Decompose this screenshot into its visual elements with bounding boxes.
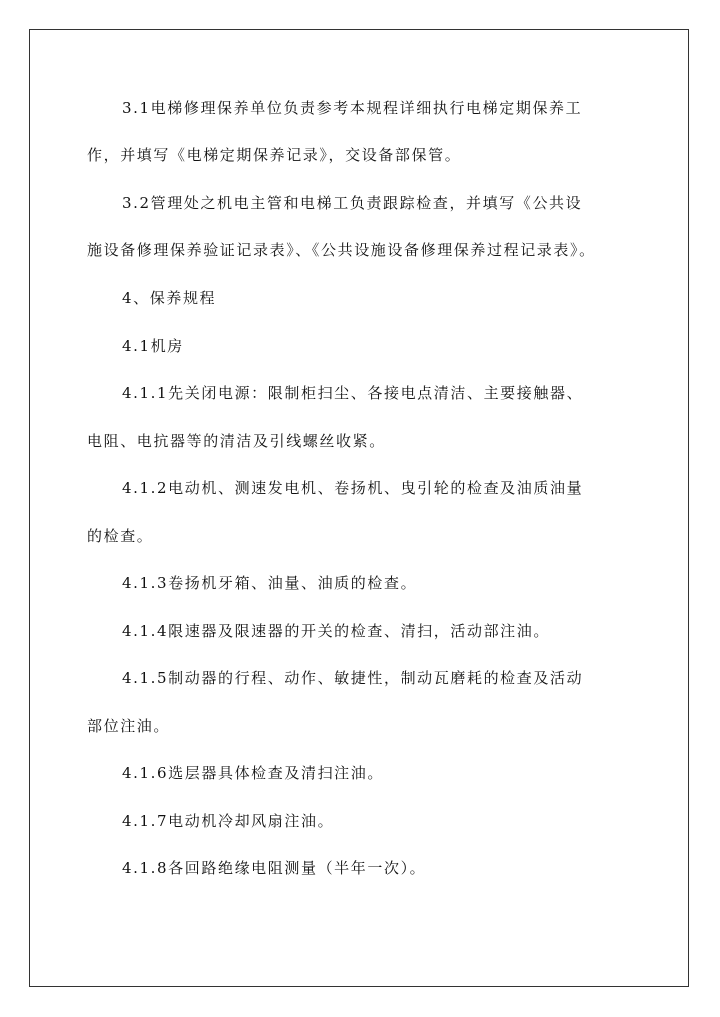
item-4-1-1-line-1: 4.1.1先关闭电源：限制柜扫尘、各接电点清洁、主要接触器、 [122,384,584,402]
paragraph-3-2-line-2: 施设备修理保养验证记录表》、《公共设施设备修理保养过程记录表》。 [87,241,596,259]
section-4-heading: 4、保养规程 [122,289,217,307]
item-4-1-2-line-1: 4.1.2电动机、测速发电机、卷扬机、曳引轮的检查及油质油量 [122,479,584,497]
item-4-1-1-line-2: 电阻、电抗器等的清洁及引线螺丝收紧。 [87,432,386,450]
item-4-1-5-line-2: 部位注油。 [87,717,171,735]
section-4-1-heading: 4.1机房 [122,337,184,355]
item-4-1-2-line-2: 的检查。 [87,527,154,545]
item-4-1-4: 4.1.4限速器及限速器的开关的检查、清扫，活动部注油。 [122,622,550,640]
item-4-1-5-line-1: 4.1.5制动器的行程、动作、敏捷性，制动瓦磨耗的检查及活动 [122,669,584,687]
item-4-1-6: 4.1.6选层器具体检查及清扫注油。 [122,764,384,782]
item-4-1-8: 4.1.8各回路绝缘电阻测量（半年一次）。 [122,859,427,877]
paragraph-3-1-line-1: 3.1电梯修理保养单位负责参考本规程详细执行电梯定期保养工 [122,99,583,117]
paragraph-3-2-line-1: 3.2管理处之机电主管和电梯工负责跟踪检查，并填写《公共设 [122,194,583,212]
paragraph-3-1-line-2: 作，并填写《电梯定期保养记录》，交设备部保管。 [87,146,462,164]
item-4-1-7: 4.1.7电动机冷却风扇注油。 [122,812,335,830]
item-4-1-3: 4.1.3卷扬机牙箱、油量、油质的检查。 [122,574,418,592]
page-border [29,29,689,987]
